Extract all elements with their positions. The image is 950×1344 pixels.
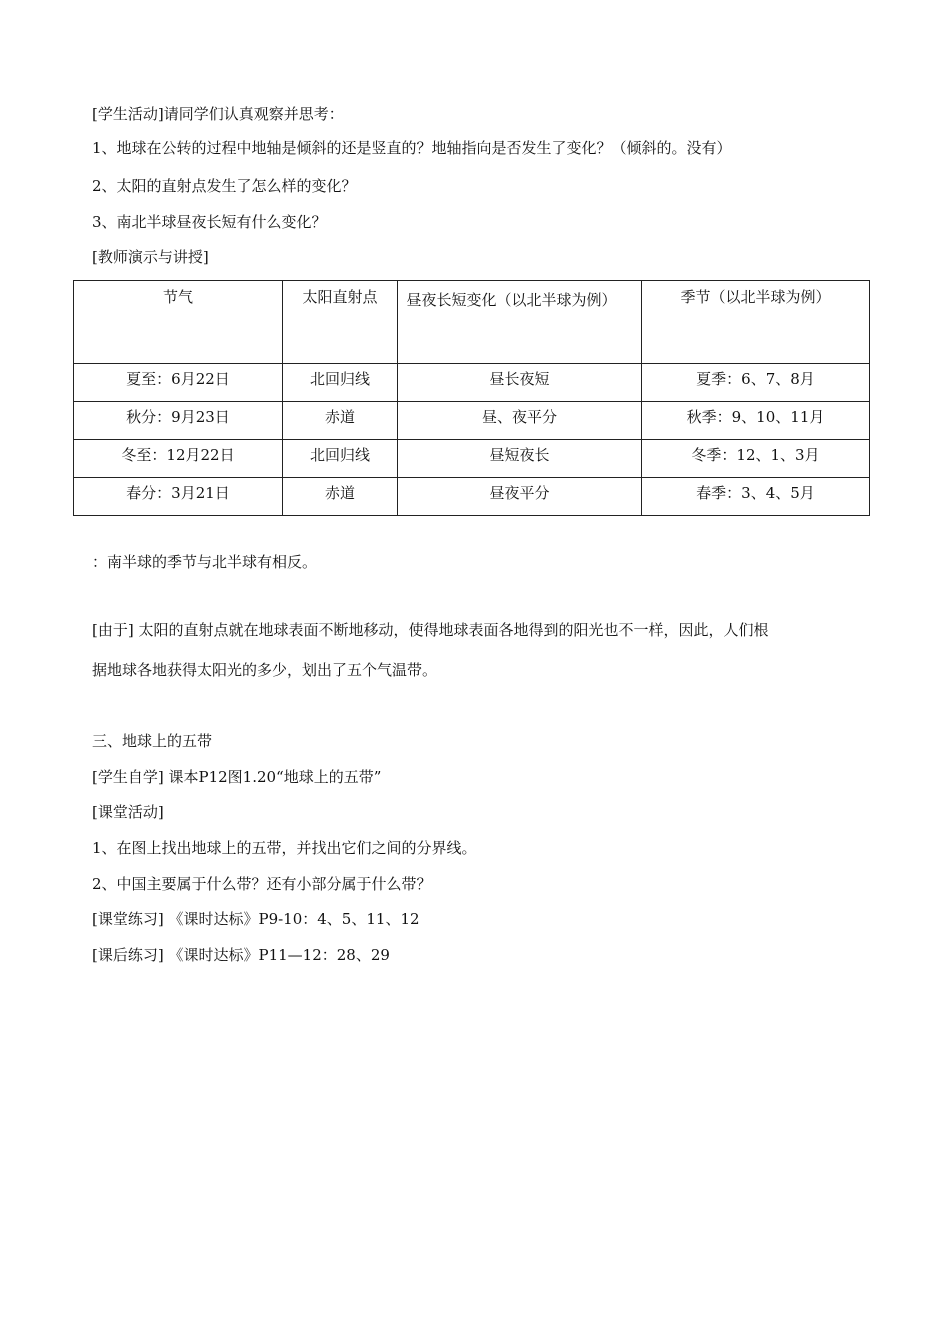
table-row [74, 364, 870, 402]
table-cell: 冬季：12、1、3月 [642, 440, 870, 478]
table-cell: 秋分：9月23日 [74, 402, 283, 440]
class-activity-heading: [课堂活动] [92, 803, 164, 821]
table-cell: 昼夜平分 [398, 478, 642, 516]
table-cell: 冬至：12月22日 [74, 440, 283, 478]
homework-line: [课后练习] 《课时达标》P11—12：28、29 [92, 946, 390, 964]
table-cell: 秋季：9、10、11月 [642, 402, 870, 440]
table-row [74, 478, 870, 516]
section-title: 三、地球上的五带 [92, 732, 213, 750]
table-cell: 赤道 [283, 478, 398, 516]
table-cell: 昼短夜长 [398, 440, 642, 478]
table-header-text: 昼夜长短变化（以北半球为例） [406, 291, 617, 309]
table-cell: 春分：3月21日 [74, 478, 283, 516]
activity-2: 2、中国主要属于什么带？还有小部分属于什么带？ [92, 875, 432, 893]
table-cell: 夏至：6月22日 [74, 364, 283, 402]
table-cell: 春季：3、4、5月 [642, 478, 870, 516]
solar-terms-table [73, 280, 870, 516]
table-header-row [74, 281, 870, 364]
table-cell: 北回归线 [283, 440, 398, 478]
table-cell: 夏季：6、7、8月 [642, 364, 870, 402]
class-practice-line: [课堂练习] 《课时达标》P9-10：4、5、11、12 [92, 910, 420, 928]
activity-1: 1、在图上找出地球上的五带，并找出它们之间的分界线。 [92, 839, 477, 857]
question-2: 2、太阳的直射点发生了怎么样的变化？ [92, 177, 357, 195]
teacher-demo-heading: [教师演示与讲授] [92, 248, 209, 266]
question-1: 1、地球在公转的过程中地轴是倾斜的还是竖直的？地轴指向是否发生了变化？（倾斜的。没有） [92, 139, 732, 157]
table-header-cell [398, 281, 642, 364]
table-header-cell: 季节（以北半球为例） [642, 281, 870, 364]
table-header-cell: 太阳直射点 [283, 281, 398, 364]
table-header-cell: 节气 [74, 281, 283, 364]
student-activity-heading: [学生活动]请同学们认真观察并思考： [92, 105, 344, 123]
table-row [74, 402, 870, 440]
reason-paragraph-line-1: [由于] 太阳的直射点就在地球表面不断地移动，使得地球表面各地得到的阳光也不一样，因此，人们根 [92, 621, 769, 639]
table-cell: 北回归线 [283, 364, 398, 402]
table-cell: 赤道 [283, 402, 398, 440]
table-row [74, 440, 870, 478]
self-study-line: [学生自学] 课本P12图1.20“地球上的五带” [92, 768, 382, 786]
reason-paragraph-line-2: 据地球各地获得太阳光的多少，划出了五个气温带。 [92, 661, 438, 679]
table-cell: 昼长夜短 [398, 364, 642, 402]
table-cell: 昼、夜平分 [398, 402, 642, 440]
question-3: 3、南北半球昼夜长短有什么变化？ [92, 213, 327, 231]
southern-hemisphere-note: ：南半球的季节与北半球有相反。 [92, 553, 318, 571]
